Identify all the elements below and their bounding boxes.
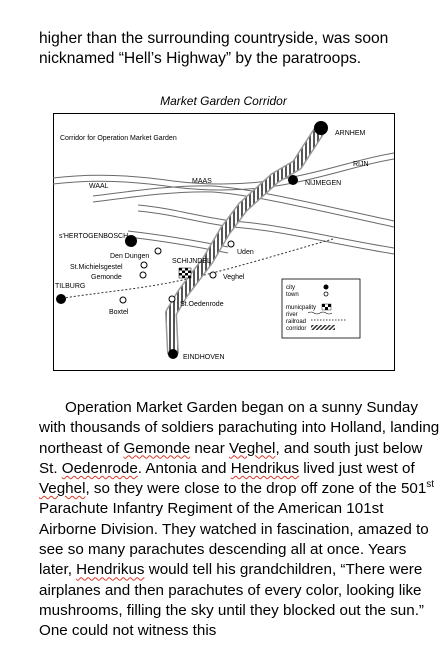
legend-town-label: town — [286, 292, 299, 298]
city-marker — [168, 349, 178, 359]
top-paragraph — [39, 29, 439, 69]
legend-town-symbol — [324, 292, 328, 296]
market-garden-map — [53, 113, 395, 371]
legend-corridor-label: corridor — [286, 326, 307, 332]
legend-municipality-label: municpality — [286, 305, 317, 311]
spellcheck-word: Veghel — [39, 480, 86, 498]
legend-city-label: city — [286, 285, 295, 291]
text-line: so many parachutes descending all at once. Years — [67, 541, 407, 559]
text-fragment: lived just west of — [299, 459, 415, 477]
legend-municipality-symbol — [322, 304, 331, 310]
text-fragment: . Antonia and — [137, 459, 227, 477]
text-line: Holland, landing northeast of — [39, 419, 440, 457]
text-line: and south just below St. — [39, 439, 423, 477]
spellcheck-word: Veghel — [228, 439, 276, 457]
label-waal: WAAL — [89, 183, 109, 190]
label-rijn: RIJN — [353, 161, 369, 168]
label-tilburg: TILBURG — [55, 283, 86, 290]
label-veghel: Veghel — [223, 274, 245, 281]
text-line: Operation Market Garden began on a sunny — [65, 399, 363, 416]
text-line: nicknamed “Hell’s Highway” by the paratroops. — [39, 50, 362, 67]
label-eindhoven: EINDHOVEN — [183, 354, 225, 361]
text-line: Infantry Regiment of the American 101st Airborne — [39, 500, 384, 538]
label-boxtel: Boxtel — [109, 309, 129, 316]
city-marker — [288, 175, 298, 185]
spellcheck-word: Hendrikus — [230, 459, 300, 477]
text-fragment: near — [190, 439, 229, 457]
spellcheck-word: Oedenrode — [61, 459, 138, 477]
legend-city-symbol — [324, 285, 329, 290]
legend-corridor-symbol — [311, 325, 335, 330]
label-gemonde: Gemonde — [91, 274, 122, 281]
text-line: blocked out the sun.” One could not witness this — [39, 601, 424, 640]
text-fragment: would tell his grandchildren, “There — [144, 561, 386, 579]
text-fragment: , so they were — [85, 480, 180, 498]
text-line: looking like mushrooms, filling the sky until they — [39, 581, 422, 619]
label-schijndel: SCHIJNDEL — [172, 258, 211, 265]
spellcheck-word: Hendrikus — [76, 561, 145, 579]
text-line: were airplanes and then parachutes of every color, — [39, 561, 423, 599]
text-line: higher than the surrounding countryside, was soon — [39, 30, 389, 47]
label-den-dungen: Den Dungen — [110, 253, 150, 260]
superscript: st — [426, 479, 435, 491]
legend-river-label: river — [286, 312, 298, 318]
spellcheck-word: Gemonde — [123, 439, 191, 457]
label-st-michielsgestel: St.Michielsgestel — [70, 264, 123, 271]
label-arnhem: ARNHEM — [335, 130, 366, 137]
label-hertogenbosch: s'HERTOGENBOSCH — [59, 233, 129, 240]
map-caption: Market Garden Corridor — [160, 94, 287, 108]
city-marker — [56, 294, 66, 304]
text-fragment: , — [275, 439, 280, 457]
label-nijmegen: NIJMEGEN — [305, 180, 342, 187]
city-marker — [314, 121, 328, 135]
map-corner-label: Corridor for Operation Market Garden — [60, 135, 177, 142]
text-line: Sunday with thousands of soldiers parachuting into — [39, 399, 418, 437]
map-legend — [282, 279, 360, 338]
municipality-marker — [179, 268, 191, 278]
legend-railroad-label: railroad — [286, 319, 307, 325]
label-st-oedenrode: St.Oedenrode — [180, 301, 224, 308]
text-line: close to the drop off zone of the 501 — [184, 480, 427, 498]
body-paragraph — [39, 398, 441, 642]
text-fragment: Parachute — [39, 500, 109, 518]
label-uden: Uden — [237, 249, 254, 256]
label-maas: MAAS — [192, 178, 212, 185]
text-line: later, — [39, 561, 77, 579]
text-line: Division. They watched in fascination, amazed to see — [39, 520, 429, 559]
